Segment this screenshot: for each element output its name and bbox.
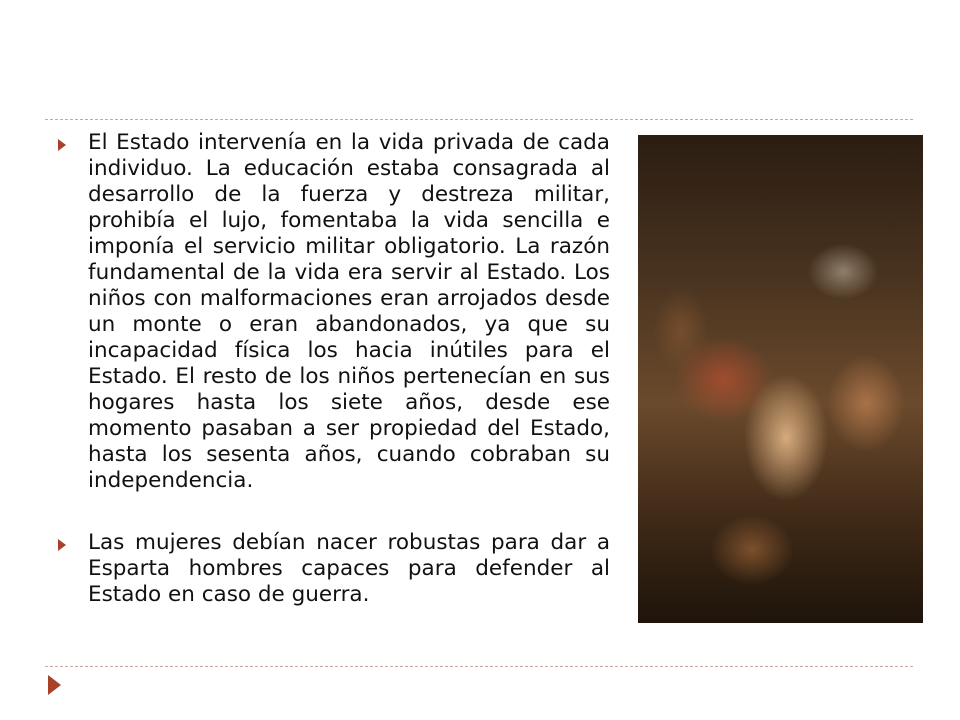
next-slide-icon[interactable] — [48, 675, 61, 695]
bullet-list — [55, 130, 610, 644]
bullet-item-1 — [55, 130, 610, 494]
bullet-text-1: El Estado intervenía en la vida privada de cada individuo. La educación estaba consagrada al desarrollo de la fuerza y destreza militar, prohibía el lujo, fomentaba la vida sencilla e imponía el servicio militar obligatorio. La razón fundamental de la vida era servir al Estado. Los niños con malformaciones eran arrojados desde un monte o eran abandonados, ya que su incapacidad física los hacia inútiles para el Estado. El resto de los niños pertenecían en sus hogares hasta los siete años, desde ese momento pasaban a ser propiedad del Estado, hasta los sesenta años, cuando cobraban su independencia. — [88, 130, 610, 493]
bottom-divider — [45, 666, 913, 667]
bullet-text-2: Las mujeres debían nacer robustas para dar a Esparta hombres capaces para defender al Estado en caso de guerra. — [88, 530, 610, 607]
painting-image — [638, 135, 923, 623]
triangle-bullet-icon — [58, 139, 66, 151]
top-divider — [45, 119, 913, 120]
triangle-bullet-icon — [58, 539, 66, 551]
bullet-item-2 — [55, 530, 610, 608]
